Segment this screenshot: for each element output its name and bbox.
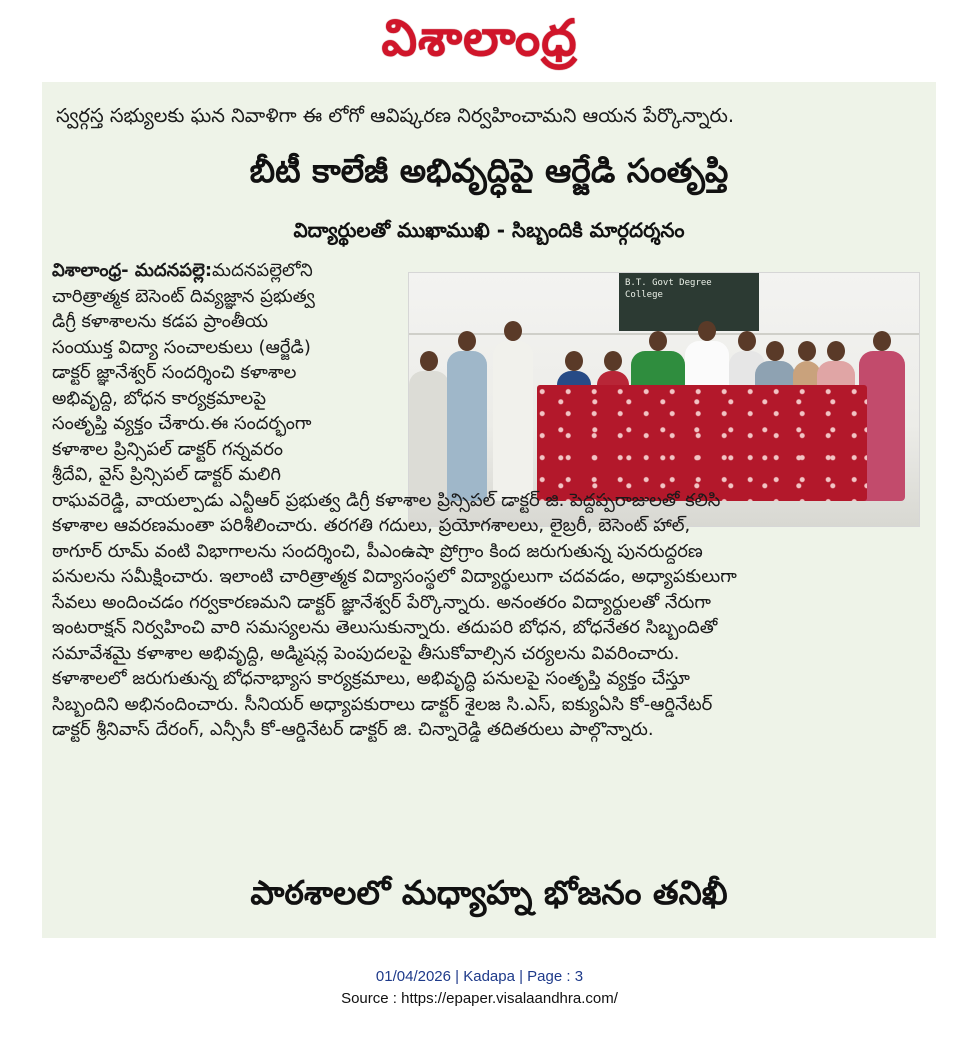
- article-body: [52, 258, 924, 743]
- body-line: కళాశాల ప్రిన్సిపల్ డాక్టర్ గన్నవరం: [52, 438, 284, 460]
- body-line: కళాశాల ఆవరణమంతా పరిశీలించారు. తరగతి గదులు, ప్రయోగశాలలు, లైబ్రరీ, బెసెంట్ హాల్,: [52, 515, 691, 536]
- source-link[interactable]: Source : https://epaper.visalaandhra.com/: [341, 990, 618, 1007]
- body-line: సంతృప్తి వ్యక్తం చేశారు.ఈ సందర్భంగా: [52, 413, 312, 434]
- body-line: సేవలు అందించడం గర్వకారణమని డాక్టర్ జ్ఞానేశ్వర్ పేర్కొన్నారు. అనంతరం విద్యార్థులతో నేరుగా: [52, 591, 711, 613]
- previous-article-cut-line: [56, 82, 922, 92]
- body-line: అభివృద్ధి, బోధన కార్యక్రమాలపై: [52, 387, 267, 409]
- next-article-headline: పాఠశాలలో మధ్యాహ్న భోజనం తనిఖీ: [250, 873, 728, 912]
- body-line: శ్రీదేవి, వైస్ ప్రిన్సిపల్ డాక్టర్ మలిగి: [52, 464, 281, 485]
- body-line: రాఘవరెడ్డి, వాయల్పాడు ఎన్టీఆర్ ప్రభుత్వ డిగ్రీ కళాశాల ప్రిన్సిపల్ డాక్టర్ జి. పెద్దప్పరాజులతో కలిసి: [52, 489, 721, 511]
- body-line: ఠాగూర్ రూమ్ వంటి విభాగాలను సందర్శించి, పీఎంఉషా ప్రోగ్రాం కింద జరుగుతున్న పునరుద్ధరణ: [52, 540, 703, 562]
- body-line: కళాశాలలో జరుగుతున్న బోధనాభ్యాస కార్యక్రమాలు, అభివృద్ధి పనులపై సంతృప్తి వ్యక్తం చేస్తూ: [52, 668, 690, 689]
- body-line: డాక్టర్ శ్రీనివాస్ దేరంగ్, ఎన్సీసీ కో-ఆర్డినేటర్ డాక్టర్ జి. చిన్నారెడ్డి తదితరులు పాల్గొన్నారు.: [52, 719, 654, 740]
- previous-article-last-line: స్వర్గస్త సభ్యులకు ఘన నివాళిగా ఈ లోగో ఆవిష్కరణ నిర్వహించామని ఆయన పేర్కొన్నారు.: [56, 104, 735, 127]
- body-line: ఇంటరాక్షన్ నిర్వహించి వారి సమస్యలను తెలుసుకున్నారు. తదుపరి బోధన, బోధనేతర సిబ్బందితో: [52, 617, 718, 638]
- article-dateline: విశాలాంధ్ర- మదనపల్లె:: [52, 260, 213, 281]
- body-line-0: విశాలాంధ్ర- మదనపల్లె:మదనపల్లెలోని: [52, 260, 313, 281]
- body-line: సమావేశమై కళాశాల అభివృద్ధి, అడ్మిషన్ల పెంపుదలపై తీసుకోవాల్సిన చర్యలను వివరించారు.: [52, 642, 680, 664]
- article-headline: బీటీ కాలేజీ అభివృద్ధిపై ఆర్జేడి సంతృప్తి: [249, 151, 729, 190]
- news-clipping: [42, 82, 936, 938]
- body-line: సంయుక్త విద్యా సంచాలకులు (ఆర్జేడి): [52, 336, 311, 358]
- body-line: పనులను సమీక్షించారు. ఇలాంటి చారిత్రాత్మక విద్యాసంస్థలో విద్యార్థులుగా చదవడం, అధ్యాపకులుగా: [52, 566, 737, 587]
- photo-blackboard: B.T. Govt Degree College: [619, 273, 759, 331]
- article-subheadline: విద్యార్థులతో ముఖాముఖి - సిబ్బందికి మార్గదర్శనం: [293, 218, 685, 242]
- body-line: చారిత్రాత్మక బెసెంట్ దివ్యజ్ఞాన ప్రభుత్వ: [52, 285, 315, 307]
- newspaper-masthead: విశాలాంధ్ర: [381, 8, 578, 67]
- body-line: డాక్టర్ జ్ఞానేశ్వర్ సందర్శించి కళాశాల: [52, 362, 297, 383]
- page-footer: [0, 966, 959, 1010]
- body-line: డిగ్రీ కళాశాలను కడప ప్రాంతీయ: [52, 311, 269, 332]
- edition-info: 01/04/2026 | Kadapa | Page : 3: [375, 968, 584, 985]
- body-line: సిబ్బందిని అభినందించారు. సీనియర్ అధ్యాపకురాలు డాక్టర్ శైలజ సి.ఎస్, ఐక్యుఏసి కో-ఆర్డినేటర్: [52, 693, 713, 715]
